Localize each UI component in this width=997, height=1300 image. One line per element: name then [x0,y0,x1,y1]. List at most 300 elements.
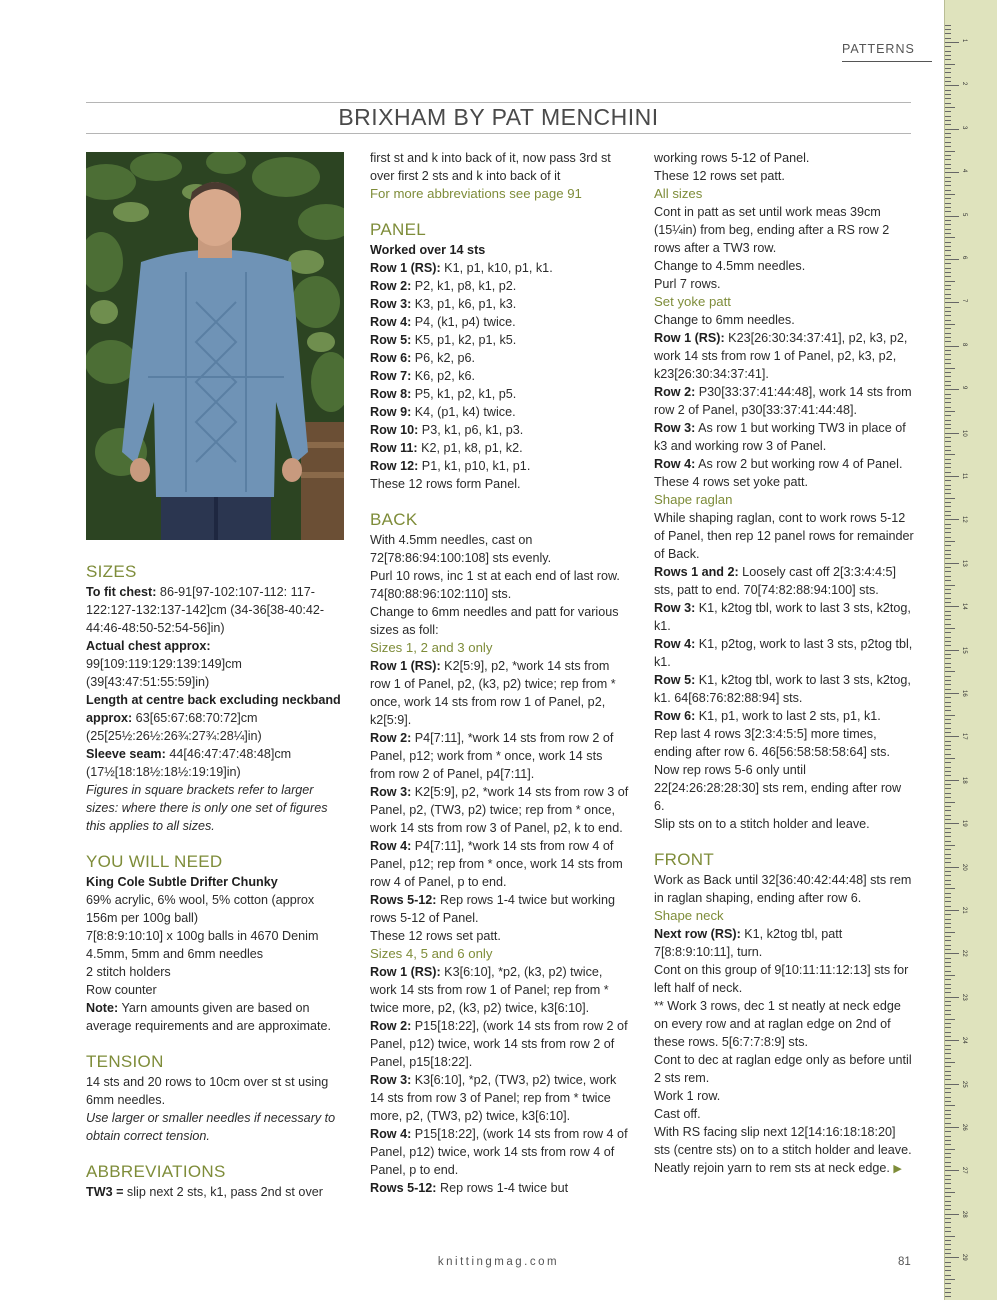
ruler-tick [945,372,951,373]
yarn-note [86,999,348,1035]
ruler-tick [945,181,951,182]
ruler-tick [945,1014,951,1015]
ruler-tick [945,259,959,260]
ruler-tick [945,940,951,941]
ruler-tick [945,341,951,342]
ruler-tick [945,702,951,703]
ruler-cm-label: 17 [961,733,967,741]
ruler-tick [945,146,951,147]
ruler-tick [945,25,951,26]
ruler-tick [945,315,951,316]
ruler-tick [945,1101,951,1102]
ruler-tick [945,420,951,421]
ruler-tick [945,875,951,876]
panel-row: Row 7: K6, p2, k6. [370,369,475,383]
ruler-tick [945,914,951,915]
ruler-tick [945,775,951,776]
ruler-tick [945,1010,951,1011]
ruler-tick [945,732,951,733]
yoke-heading: Set yoke patt [654,294,731,309]
ruler-tick [945,1218,951,1219]
ruler-tick [945,164,951,165]
ruler-tick [945,198,951,199]
ruler-tick [945,1170,959,1171]
ruler-tick [945,810,951,811]
back-cont: These 12 rows set patt. [654,169,785,183]
ruler-tick [945,1136,951,1137]
ruler-tick [945,1131,951,1132]
ruler-tick [945,710,951,711]
ruler-tick [945,1066,951,1067]
title-rule-bottom [86,133,911,134]
ruler-tick [945,849,951,850]
ruler-tick [945,754,951,755]
ruler-cm-label: 23 [961,993,967,1001]
ruler-tick [945,676,951,677]
ruler-cm-label: 5 [961,212,967,216]
ruler-tick [945,72,951,73]
ruler-tick [945,224,951,225]
ruler-tick [945,1149,955,1150]
all-sizes-text: Purl 7 rows. [654,277,721,291]
raglan-text: Slip sts on to a stitch holder and leave. [654,817,870,831]
ruler-tick [945,1053,951,1054]
ruler-tick [945,901,951,902]
ruler-tick [945,728,951,729]
ruler-tick [945,1058,951,1059]
ruler-tick [945,802,955,803]
chest-value: 86-91[97-102:107-112: 117-122:127-132:137-142]cm (34-36[38-40:42-44:46-48:50-52:54-56]in) [86,585,325,635]
ruler-tick [945,1205,951,1206]
ruler-tick [945,919,951,920]
ruler-tick [945,506,951,507]
ruler-tick [945,381,951,382]
ruler-tick [945,923,951,924]
ruler-tick [945,910,959,911]
ruler-tick [945,1023,951,1024]
note-label: Note: [86,1001,119,1015]
ruler-tick [945,216,959,217]
ruler-tick [945,854,951,855]
ruler-cm-label: 20 [961,863,967,871]
ruler-tick [945,697,951,698]
ruler-tick [945,1075,951,1076]
need-line: Row counter [86,983,157,997]
ruler-tick [945,1236,955,1237]
ruler-tick [945,229,951,230]
ruler-tick [945,246,951,247]
ruler-tick [945,741,951,742]
ruler-tick [945,832,951,833]
model-photo [86,152,344,540]
ruler-tick [945,155,951,156]
ruler-tick [945,38,951,39]
ruler-tick [945,1144,951,1145]
abbr-value: slip next 2 sts, k1, pass 2nd st over [123,1185,323,1199]
yoke-text: Change to 6mm needles. [654,313,795,327]
ruler-tick [945,1114,951,1115]
ruler-tick [945,667,951,668]
raglan-text: Now rep rows 5-6 only until 22[24:26:28:28:30] sts rem, ending after row 6. [654,763,902,813]
length [86,691,348,745]
ruler-tick [945,984,951,985]
ruler-tick [945,524,951,525]
ruler-tick [945,407,951,408]
need-line: 7[8:8:9:10:10] x 100g balls in 4670 Denim [86,929,319,943]
section-label: PATTERNS [842,42,915,56]
ruler-tick [945,98,951,99]
back-row: Row 4: P15[18:22], (work 14 sts from row 4 of Panel, p12) twice, work 14 sts from row 4 of Panel, p to end. [370,1127,628,1177]
need-line: 4.5mm, 5mm and 6mm needles [86,947,264,961]
ruler-tick [945,1027,951,1028]
ruler-tick [945,767,951,768]
ruler-tick [945,1222,951,1223]
ruler-tick [945,815,951,816]
ruler-tick [945,137,951,138]
ruler-tick [945,77,951,78]
tension-heading: TENSION [86,1052,164,1071]
tension-note: Use larger or smaller needles if necessary to obtain correct tension. [86,1111,336,1143]
ruler-tick [945,884,951,885]
ruler-tick [945,927,951,928]
ruler-tick [945,493,951,494]
ruler-cm-label: 24 [961,1037,967,1044]
ruler-tick [945,46,951,47]
back-row: Rows 5-12: Rep rows 1-4 twice but [370,1181,569,1195]
ruler-tick [945,550,951,551]
panel-row: Row 2: P2, k1, p8, k1, p2. [370,279,517,293]
ruler-tick [945,1079,951,1080]
neck-row: Next row (RS): K1, k2tog tbl, patt 7[8:8:9:10:11], turn. [654,927,843,959]
ruler-tick [945,1157,951,1158]
ruler-tick [945,133,951,134]
ruler-tick [945,1040,959,1041]
ruler-tick [945,867,959,868]
ruler-tick [945,333,951,334]
ruler-tick [945,1279,955,1280]
footer-site: knittingmag.com [437,1256,560,1268]
ruler-tick [945,593,951,594]
ruler-tick [945,289,951,290]
ruler-tick [945,485,951,486]
ruler-tick [945,797,951,798]
ruler-tick [945,502,951,503]
panel-row: Row 10: P3, k1, p6, k1, p3. [370,423,524,437]
ruler-tick [945,1097,951,1098]
ruler-tick [945,658,951,659]
ruler-tick [945,1296,951,1297]
back-row: Row 1 (RS): K3[6:10], *p2, (k3, p2) twice, work 14 sts from row 1 of Panel; rep from * twice more, p2, (k3, p2) twice, k3[6:10]. [370,965,609,1015]
more-abbreviations: For more abbreviations see page 91 [370,186,582,201]
neck-heading: Shape neck [654,908,724,923]
ruler-tick [945,893,951,894]
you-will-need-heading: YOU WILL NEED [86,852,223,871]
ruler-cm-label: 14 [961,603,967,610]
ruler-tick [945,567,951,568]
ruler-tick [945,402,951,403]
back-text: Purl 10 rows, inc 1 st at each end of last row. 74[80:88:96:102:110] sts. [370,569,620,601]
ruler-cm-label: 16 [961,690,967,697]
ruler-tick [945,476,959,477]
ruler-tick [945,463,951,464]
ruler-cm-label: 7 [961,299,967,303]
ruler-tick [945,298,951,299]
page-number: 81 [898,1256,911,1268]
ruler-tick [945,211,951,212]
ruler-tick [945,124,951,125]
column-left [86,561,348,1201]
ruler-tick [945,723,951,724]
back-row: Row 3: K3[6:10], *p2, (TW3, p2) twice, work 14 sts from row 3 of Panel; rep from * twice more, p2, (TW3, p2) twice, k3[6:10]. [370,1073,617,1123]
title-rule-top [86,102,911,103]
ruler-tick [945,684,951,685]
ruler-tick [945,988,951,989]
abbreviations-heading: ABBREVIATIONS [86,1162,226,1181]
sleeve-value: 44[46:47:47:48:48]cm (17½[18:18½:18½:19:19]in) [86,747,292,779]
ruler-tick [945,59,951,60]
ruler-tick [945,1214,959,1215]
panel-worked: Worked over 14 sts [370,243,486,257]
ruler-tick [945,836,951,837]
ruler-tick [945,858,951,859]
ruler-tick [945,1045,951,1046]
back-row: Rows 5-12: Rep rows 1-4 twice but working rows 5-12 of Panel. [370,893,615,925]
need-line: 2 stitch holders [86,965,171,979]
panel-row: Row 11: K2, p1, k8, p1, k2. [370,441,523,455]
ruler-tick [945,194,955,195]
ruler-tick [945,55,951,56]
ruler-tick [945,689,951,690]
ruler-tick [945,706,951,707]
ruler-tick [945,185,951,186]
ruler-tick [945,29,951,30]
ruler-tick [945,1049,951,1050]
ruler-cm-label: 22 [961,950,967,958]
ruler-tick [945,64,955,65]
ruler-tick [945,111,951,112]
ruler-cm-label: 27 [961,1167,967,1175]
ruler-tick [945,302,959,303]
ruler-tick [945,220,951,221]
ruler-tick [945,1249,951,1250]
ruler-tick [945,845,955,846]
back-text: These 12 rows set patt. [370,929,501,943]
ruler-cm-label: 13 [961,559,967,567]
ruler-tick [945,285,951,286]
ruler-tick [945,294,951,295]
ruler-tick [945,120,951,121]
ruler-tick [945,311,951,312]
ruler-tick [945,953,959,954]
ruler-tick [945,1275,951,1276]
ruler-tick [945,1201,951,1202]
ruler-tick [945,719,951,720]
ruler-tick [945,1196,951,1197]
neck-text: Cast off. [654,1107,701,1121]
ruler-tick [945,511,951,512]
ruler-tick [945,233,951,234]
need-line: 69% acrylic, 6% wool, 5% cotton (approx 156m per 100g ball) [86,893,315,925]
back-row: Row 1 (RS): K2[5:9], p2, *work 14 sts from row 1 of Panel, p2, (k3, p2) twice; rep from * once, work 14 sts from row 1 of Panel, p2, k2[5:9]. [370,659,616,727]
actual-chest [86,637,348,655]
ruler-tick [945,788,951,789]
ruler-tick [945,532,951,533]
ruler-tick [945,650,959,651]
ruler-tick [945,190,951,191]
ruler-cm-label: 11 [961,473,967,480]
sizes-note: Figures in square brackets refer to larger sizes: where there is only one set of figures this applies to all sizes. [86,783,328,833]
ruler-tick [945,554,951,555]
ruler-tick [945,1288,951,1289]
ruler-cm-label: 28 [961,1210,967,1218]
ruler-cm-label: 2 [961,82,967,86]
ruler-tick [945,489,951,490]
ruler-tick [945,558,951,559]
panel-row: Row 12: P1, k1, p10, k1, p1. [370,459,531,473]
ruler-tick [945,363,951,364]
ruler-cm-label: 19 [961,820,967,827]
ruler-tick [945,385,951,386]
ruler-cm-label: 15 [961,646,967,654]
ruler-tick [945,906,951,907]
ruler-tick [945,1118,951,1119]
ruler-tick [945,1231,951,1232]
ruler-tick [945,281,955,282]
ruler-tick [945,68,951,69]
ruler-tick [945,819,951,820]
raglan-row: Rows 1 and 2: Loosely cast off 2[3:3:4:4:5] sts, patt to end. 70[74:82:88:94:100] sts. [654,565,896,597]
ruler-tick [945,424,951,425]
sleeve [86,745,348,781]
ruler-tick [945,841,951,842]
ruler-tick [945,680,951,681]
ruler-tick [945,932,955,933]
ruler-cm-label: 3 [961,125,967,130]
continue-arrow-icon: ▶ [893,1163,902,1175]
ruler-tick [945,576,951,577]
ruler-tick [945,1183,951,1184]
ruler-tick [945,945,951,946]
ruler-tick [945,116,951,117]
ruler-tick [945,320,951,321]
ruler-tick [945,90,951,91]
sizes-456-heading: Sizes 4, 5 and 6 only [370,946,493,961]
ruler-tick [945,276,951,277]
raglan-row: Row 4: K1, p2tog, work to last 3 sts, p2tog tbl, k1. [654,637,913,669]
ruler-tick [945,611,951,612]
ruler-cm-label: 1 [961,39,967,43]
ruler-tick [945,624,951,625]
ruler-tick [945,498,955,499]
back-text: Change to 6mm needles and patt for various sizes as foll: [370,605,619,637]
ruler-tick [945,671,955,672]
ruler-tick [945,81,951,82]
actual-label: Actual chest approx: [86,639,211,653]
ruler-tick [945,828,951,829]
ruler-tick [945,1192,955,1193]
ruler-tick [945,997,959,998]
neck-text: Work 1 row. [654,1089,721,1103]
back-cont: working rows 5-12 of Panel. [654,151,810,165]
chest-size [86,583,348,637]
ruler-cm-label: 21 [961,907,967,914]
panel-row: Row 6: P6, k2, p6. [370,351,475,365]
ruler-tick [945,346,959,347]
ruler-tick [945,1088,951,1089]
section-label-rule [842,61,932,62]
neck-text: Cont to dec at raglan edge only as before until 2 sts rem. [654,1053,912,1085]
raglan-heading: Shape raglan [654,492,733,507]
abbreviation-tw3 [86,1183,348,1201]
ruler-tick [945,1292,951,1293]
ruler-tick [945,1244,951,1245]
ruler-cm-label: 9 [961,386,967,390]
ruler-tick [945,962,951,963]
ruler-tick [945,433,959,434]
ruler-tick [945,268,951,269]
all-sizes-text: Change to 4.5mm needles. [654,259,806,273]
ruler-tick [945,1179,951,1180]
yoke-row: Row 1 (RS): K23[26:30:34:37:41], p2, k3, p2, work 14 sts from row 1 of Panel, p2, k3, p2, k23[26:30:34:37:41]. [654,331,908,381]
ruler-tick [945,207,951,208]
ruler-tick [945,472,951,473]
ruler-tick [945,632,951,633]
ruler-tick [945,958,951,959]
ruler-tick [945,762,951,763]
ruler-tick [945,1127,959,1128]
ruler-tick [945,641,951,642]
ruler-tick [945,897,951,898]
ruler-cm-label: 29 [961,1254,967,1261]
raglan-row: Row 6: K1, p1, work to last 2 sts, p1, k1. [654,709,881,723]
ruler-tick [945,1162,951,1163]
ruler-tick [945,1283,951,1284]
all-sizes-heading: All sizes [654,186,703,201]
ruler-tick [945,255,951,256]
ruler-tick [945,1032,951,1033]
panel-heading: PANEL [370,220,426,239]
ruler-tick [945,1227,951,1228]
ruler-tick [945,541,955,542]
ruler-tick [945,398,951,399]
back-row: Row 4: P4[7:11], *work 14 sts from row 4 of Panel, p12; rep from * once, work 14 sts from row 4 of Panel, p to end. [370,839,623,889]
neck-text: Neatly rejoin yarn to rem sts at neck edge. ▶ [654,1161,902,1175]
ruler-tick [945,415,951,416]
ruler-tick [945,242,951,243]
ruler-cm-label: 8 [961,342,967,347]
ruler-tick [945,585,955,586]
sizes-123-heading: Sizes 1, 2 and 3 only [370,640,493,655]
length-label: Length at centre back excluding neckband approx: [86,693,341,725]
ruler-tick [945,480,951,481]
ruler-tick [945,1175,951,1176]
ruler-tick [945,1062,955,1063]
ruler-tick [945,250,951,251]
ruler-tick [945,606,959,607]
ruler-tick [945,1092,951,1093]
ruler-tick [945,749,951,750]
ruler-tick [945,389,959,390]
ruler-tick [945,519,959,520]
ruler-tick [945,975,955,976]
ruler-tick [945,411,955,412]
column-right [654,149,914,1178]
ruler-tick [945,459,951,460]
ruler-cm-label: 25 [961,1080,967,1088]
ruler-tick [945,1140,951,1141]
ruler-tick [945,85,959,86]
ruler-tick [945,307,951,308]
